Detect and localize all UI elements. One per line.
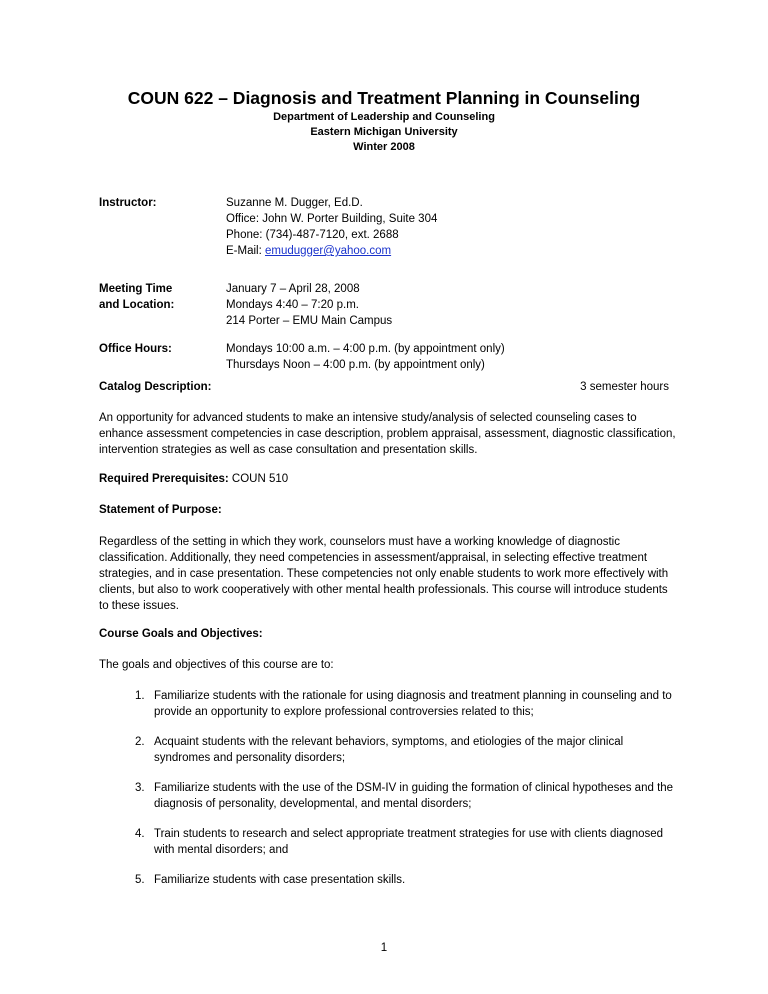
office-hours-line1: Mondays 10:00 a.m. – 4:00 p.m. (by appointment only) (226, 343, 505, 355)
prereq-value: COUN 510 (228, 473, 289, 485)
instructor-office: Office: John W. Porter Building, Suite 304 (226, 213, 438, 225)
goals-heading: Course Goals and Objectives: (99, 628, 263, 640)
list-text: Familiarize students with the use of the DSM-IV in guiding the formation of clinical hypotheses and the diagnosis of personality, developmental, and mental disorders; (154, 782, 674, 810)
list-text: Train students to research and select appropriate treatment strategies for use with clients diagnosed with mental disorders; and (154, 828, 664, 856)
instructor-phone: Phone: (734)-487-7120, ext. 2688 (226, 229, 399, 241)
prereq-label: Required Prerequisites: (99, 473, 229, 485)
office-hours-info (226, 341, 505, 373)
instructor-label: Instructor: (99, 197, 157, 209)
course-title: COUN 622 – Diagnosis and Treatment Planning in Counseling (127, 88, 641, 108)
meeting-label-line1: Meeting Time (99, 283, 173, 295)
instructor-name: Suzanne M. Dugger, Ed.D. (226, 197, 363, 209)
catalog-description: An opportunity for advanced students to make an intensive study/analysis of selected counseling cases to enhance assessment competencies in case description, problem appraisal, assessment, diagnostic classification, intervention strategies as well as case consultation and presentation skills. (99, 412, 676, 456)
instructor-info (226, 195, 437, 259)
meeting-label (99, 281, 174, 313)
list-number: 5. (135, 874, 145, 886)
list-text: Familiarize students with the rationale for using diagnosis and treatment planning in counseling and to provide an opportunity to explore professional controversies related to this; (154, 690, 672, 718)
instructor-email-line (226, 243, 437, 259)
list-number: 2. (135, 736, 145, 748)
office-hours-line2: Thursdays Noon – 4:00 p.m. (by appointment only) (226, 359, 485, 371)
meeting-label-line2: and Location: (99, 299, 175, 311)
email-label: E-Mail: (226, 245, 265, 257)
email-link[interactable]: emudugger@yahoo.com (264, 245, 392, 257)
meeting-location: 214 Porter – EMU Main Campus (226, 315, 393, 327)
list-number: 4. (135, 828, 145, 840)
term: Winter 2008 (353, 141, 415, 153)
purpose-heading: Statement of Purpose: (99, 504, 222, 516)
list-text: Acquaint students with the relevant behaviors, symptoms, and etiologies of the major clinical syndromes and personality disorders; (154, 736, 624, 764)
meeting-info (226, 281, 392, 329)
goals-intro: The goals and objectives of this course are to: (99, 659, 334, 671)
office-hours-label: Office Hours: (99, 343, 172, 355)
meeting-dates: January 7 – April 28, 2008 (226, 283, 360, 295)
department-name: Department of Leadership and Counseling (273, 111, 495, 123)
purpose-text: Regardless of the setting in which they work, counselors must have a working knowledge of diagnostic classification. Additionally, they need competencies in assessment/appraisal, in selecting effective treatment strategies, and in case presentation. These competencies not only enable students to work more effectively with clients, but also to work cooperatively with other mental health professionals. This course will introduce students to these issues. (99, 536, 669, 612)
list-number: 3. (135, 782, 145, 794)
list-number: 1. (135, 690, 145, 702)
prerequisites (99, 471, 679, 487)
list-text: Familiarize students with case presentation skills. (154, 874, 406, 886)
page-number: 1 (380, 942, 388, 954)
catalog-heading: Catalog Description: (99, 381, 212, 393)
meeting-time: Mondays 4:40 – 7:20 p.m. (226, 299, 359, 311)
credit-hours: 3 semester hours (580, 381, 669, 393)
university-name: Eastern Michigan University (310, 126, 458, 138)
